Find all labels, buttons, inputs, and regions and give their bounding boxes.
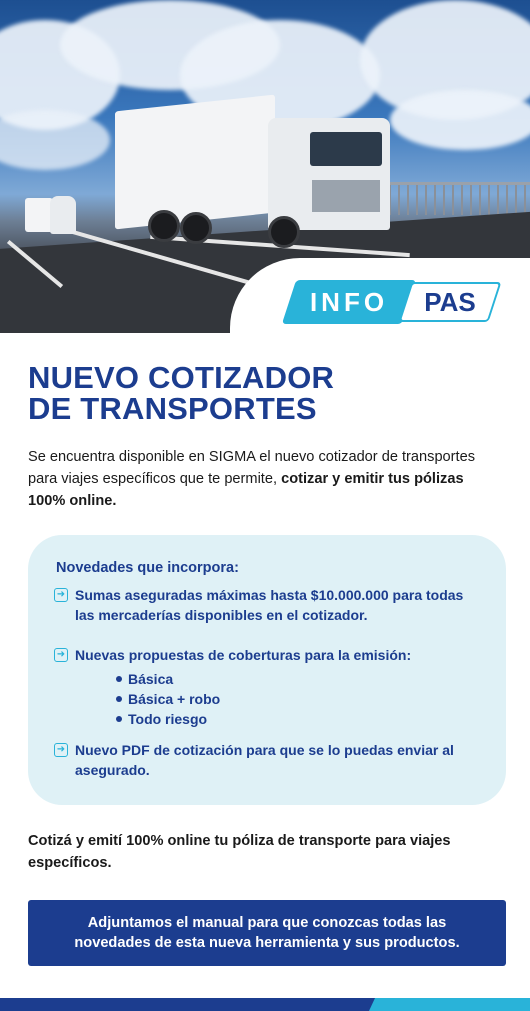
info-pas-logo [289, 280, 499, 324]
arrow-right-square-icon: ➜ [54, 588, 68, 602]
truck-cab [50, 196, 76, 234]
intro-paragraph [28, 446, 498, 512]
truck-trailer [115, 95, 275, 230]
logo-info-text: INFO [309, 287, 389, 317]
truck-wheel [180, 212, 212, 244]
page-title [28, 362, 508, 424]
intro-text: Se encuentra disponible en SIGMA el nuevo cotizador de transportes para viajes específicos que te permite, [28, 449, 476, 487]
arrow-right-square-icon: ➜ [54, 743, 68, 757]
feature-item [54, 645, 484, 665]
truck-wheel [148, 210, 180, 242]
arrow-right-square-icon: ➜ [54, 648, 68, 662]
coverage-item: Básica + robo [128, 691, 221, 707]
hero-divider [0, 333, 530, 337]
coverage-item: Todo riesgo [128, 711, 208, 727]
logo-info-block [282, 280, 416, 324]
feature-text: Nuevas propuestas de coberturas para la emisión: [75, 647, 412, 663]
feature-text: Nuevo PDF de cotización para que se lo puedas enviar al asegurado. [75, 742, 454, 778]
coverage-item: Básica [128, 671, 174, 687]
logo-pas-block [399, 282, 502, 322]
cloud [390, 90, 530, 150]
intro-bold: cotizar y emitir tus pólizas 100% online. [28, 471, 464, 509]
feature-item [54, 585, 484, 625]
feature-item [54, 740, 484, 780]
banner-text: Adjuntamos el manual para que conozcas todas las novedades de esta nueva herramienta y sus productos. [74, 915, 460, 951]
feature-text: Sumas aseguradas máximas hasta $10.000.000 para todas las mercaderías disponibles en el cotizador. [75, 587, 464, 623]
truck-trailer [25, 198, 53, 232]
guard-rail [380, 182, 530, 215]
truck-grille [312, 180, 380, 212]
truck-windshield [310, 132, 382, 166]
panel-title: Novedades que incorpora: [56, 560, 239, 576]
truck-wheel [268, 216, 300, 248]
title-line-1: NUEVO COTIZADOR [28, 360, 335, 395]
title-line-2: DE TRANSPORTES [28, 391, 317, 426]
footer-accent [369, 998, 530, 1011]
manual-banner [28, 900, 506, 966]
closing-paragraph: Cotizá y emití 100% online tu póliza de transporte para viajes específicos. [28, 833, 451, 871]
cloud [0, 110, 110, 170]
logo-pas-text: PAS [424, 287, 476, 317]
features-panel [28, 535, 506, 805]
